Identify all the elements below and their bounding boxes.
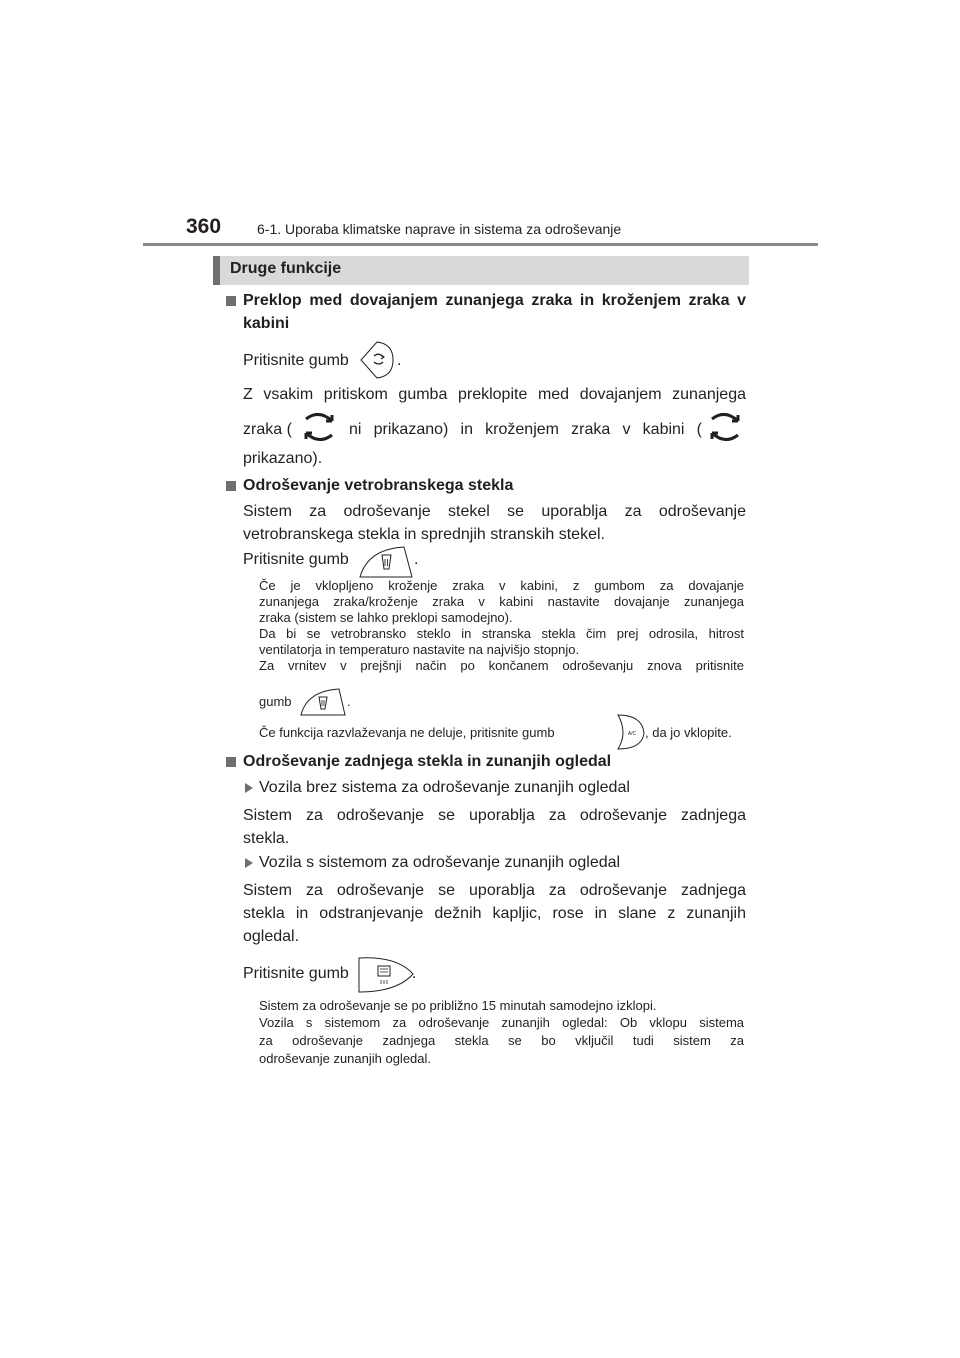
page-number: 360 (186, 215, 222, 238)
windshield-note2-b: , da jo vklopite. (645, 725, 732, 740)
windshield-press-text: Pritisnite gumb (243, 551, 349, 568)
rear-press-end: . (412, 965, 417, 982)
recirc-press-end: . (397, 352, 402, 369)
recirc-body-line3: prikazano). (243, 450, 323, 467)
rear-variant2-line2: stekla in odstranjevanje dežnih kapljic, rose in slane z zunanjih (243, 905, 746, 922)
front-defogger-button-icon (299, 687, 347, 719)
rear-note-line2: Vozila s sistemom za odroševanje zunanjih ogledal: Ob vklopu sistema (259, 1015, 744, 1030)
windshield-note-line3: zraka (sistem se lahko preklopi samodejno). (259, 610, 513, 625)
windshield-note-line5: ventilatorja in temperaturo nastavite na najvišjo stopnjo. (259, 642, 580, 657)
outside-air-arrows-icon (302, 411, 336, 445)
windshield-note-line6: Za vrnitev v prejšnji način po končanem odroševanju znova pritisnite (259, 658, 744, 673)
recirculation-button-icon (359, 340, 395, 380)
recirc-heading-line1: Preklop med dovajanjem zunanjega zraka in kroženjem zraka v (243, 292, 746, 309)
windshield-press-end: . (414, 551, 419, 568)
square-bullet-icon (226, 757, 236, 767)
rear-note-line1: Sistem za odroševanje se po približno 15 minutah samodejno izklopi. (259, 998, 657, 1013)
rear-variant1-title: Vozila brez sistema za odroševanje zunanjih ogledal (259, 779, 630, 796)
recirculation-arrows-icon (708, 411, 742, 445)
ac-label: A/C (627, 731, 637, 737)
windshield-body-line1: Sistem za odroševanje stekel se uporablja za odroševanje (243, 503, 746, 520)
windshield-note-line1: Če je vklopljeno kroženje zraka v kabini, z gumbom za dovajanje (259, 578, 744, 593)
rear-press-text: Pritisnite gumb (243, 965, 349, 982)
section-title: Druge funkcije (230, 260, 342, 277)
recirc-press-text: Pritisnite gumb (243, 352, 349, 369)
recirc-heading-line2: kabini (243, 315, 290, 332)
rear-heading: Odroševanje zadnjega stekla in zunanjih ogledal (243, 753, 612, 770)
rear-variant2-line3: ogledal. (243, 928, 300, 945)
header-divider (143, 243, 818, 246)
ac-button-icon (614, 713, 646, 751)
rear-variant1-line2: stekla. (243, 830, 290, 847)
recirc-body-line1: Z vsakim pritiskom gumba preklopite med dovajanjem zunanjega (243, 386, 746, 403)
front-defogger-button-icon (358, 545, 414, 581)
rear-note-line3: za odroševanje zadnjega stekla se bo vključil tudi sistem za (259, 1033, 744, 1048)
triangle-bullet-icon (245, 858, 253, 868)
section-accent (213, 256, 220, 285)
chapter-title: 6-1. Uporaba klimatske naprave in sistema za odroševanje (257, 221, 622, 237)
square-bullet-icon (226, 296, 236, 306)
windshield-note2-a: Če funkcija razvlaževanja ne deluje, pritisnite gumb (259, 725, 555, 740)
rear-defogger-button-icon (357, 954, 415, 994)
windshield-note-line7-end: . (347, 694, 351, 709)
windshield-heading: Odroševanje vetrobranskega stekla (243, 477, 514, 494)
windshield-note-line7: gumb (259, 694, 292, 709)
rear-variant1-line1: Sistem za odroševanje se uporablja za odroševanje zadnjega (243, 807, 746, 824)
rear-note-line4: odroševanje zunanjih ogledal. (259, 1051, 432, 1066)
square-bullet-icon (226, 481, 236, 491)
rear-variant2-title: Vozila s sistemom za odroševanje zunanjih ogledal (259, 854, 621, 871)
windshield-body-line2: vetrobranskega stekla in sprednjih stranskih stekel. (243, 526, 605, 543)
windshield-note-line2: zunanjega zraka/kroženje zraka v kabini nastavite dovajanje zunanjega (259, 594, 744, 609)
triangle-bullet-icon (245, 783, 253, 793)
rear-variant2-line1: Sistem za odroševanje se uporablja za odroševanje zadnjega (243, 882, 746, 899)
windshield-note-line4: Da bi se vetrobransko steklo in stranska stekla čim prej odrosila, hitrost (259, 626, 744, 641)
section-header (213, 256, 749, 285)
recirc-body-line2-b: ni prikazano) in kroženjem zraka v kabini ( (349, 421, 702, 438)
recirc-body-line2-a: zraka ( (243, 421, 292, 438)
